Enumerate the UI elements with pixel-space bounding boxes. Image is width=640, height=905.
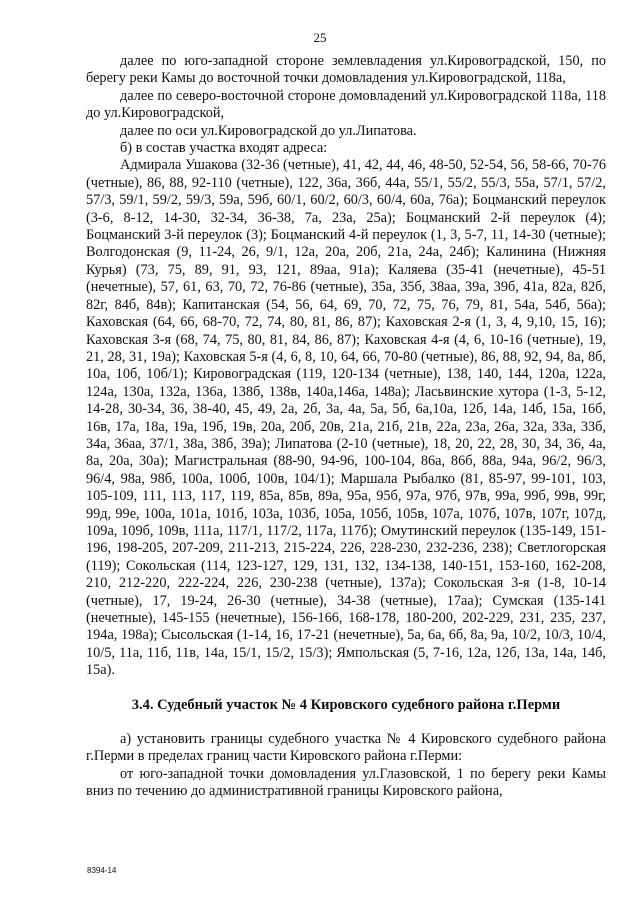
document-body: [86, 53, 606, 801]
address-list-paragraph: Адмирала Ушакова (32-36 (четные), 41, 42, 44, 46, 48-50, 52-54, 56, 58-66, 70-76 (четные), 86, 88, 92-110 (четные), 122, 36а, 36б, 44а, 55/1, 55/2, 55/3, 55а, 57/1, 57/2, 57/3, 59/1, 59/2, 59/3, 59а, 59б, 60/1, 60/2, 60/3, 60/4, 60а, 76а); Боцманский переулок (3-6, 8-12, 14-30, 32-34, 36-38, 7а, 23а, 25а); Боцманский 2-й переулок (4); Боцманский 3-й переулок (3); Боцманский 4-й переулок (1, 3, 5-7, 11, 14-30 (четные); Волгодонская (9, 11-24, 26, 9/1, 12а, 20а, 20б, 21а, 24а, 24б); Калинина (Нижняя Курья) (73, 75, 89, 91, 93, 121, 89аа, 91а); Каляева (35-41 (нечетные), 45-51 (нечетные), 57, 61, 63, 70, 72, 76-86 (четные), 35а, 35б, 38аа, 39а, 39б, 41а, 82а, 82б, 82г, 84б, 84в); Капитанская (54, 56, 64, 69, 70, 72, 75, 76, 79, 81, 54а, 54б, 56а); Каховская (64, 66, 68-70, 72, 74, 80, 81, 86, 87); Каховская 2-я (1, 3, 4, 9,10, 15, 16); Каховская 3-я (68, 74, 75, 80, 81, 84, 86, 87); Каховская 4-я (4, 6, 10-16 (четные), 19, 21, 28, 31, 19а); Каховская 5-я (4, 6, 8, 10, 64, 66, 70-80 (четные), 86, 88, 92, 94, 8а, 8б, 10а, 10б, 10б/1); Кировоградская (119, 120-134 (четные), 138, 140, 144, 120а, 122а, 124а, 130а, 132а, 136а, 138б, 138в, 140а,146а, 148а); Ласьвинские хутора (1-3, 5-12, 14-28, 30-34, 36, 38-40, 45, 49, 2а, 2б, 3а, 4а, 5а, 5б, 6а,10а, 12б, 14а, 14б, 15а, 16б, 16в, 17а, 18а, 19а, 19б, 19в, 20а, 20б, 20в, 21а, 21б, 21в, 22а, 23а, 26а, 32а, 33а, 33б, 34а, 36аа, 37/1, 38а, 38б, 39а); Липатова (2-10 (четные), 18, 20, 22, 28, 30, 34, 36, 4а, 8а, 20а, 30а); Магистральная (88-90, 94-96, 100-104, 86а, 86б, 88а, 94а, 96/2, 96/3, 96/4, 98а, 98б, 100а, 100б, 100в, 104/1); Маршала Рыбалко (81, 85-97, 99-101, 103, 105-109, 111, 113, 117, 119, 85а, 85в, 89а, 95а, 95б, 97а, 97б, 97в, 99а, 99б, 99в, 99г, 99д, 99е, 100а, 101а, 101б, 103а, 103б, 105а, 105б, 105в, 107а, 107б, 107в, 107г, 107д, 109а, 109б, 109в, 111а, 117/1, 117/2, 117а, 117б); Омутинский переулок (135-149, 151-196, 198-205, 207-209, 211-213, 215-224, 226, 228-230, 232-236, 238); Светлогорская (119); Сокольская (114, 123-127, 129, 131, 132, 134-138, 140-151, 153-160, 162-208, 210, 212-220, 222-224, 226, 230-238 (четные), 137а); Сокольская 3-я (1-8, 10-14 (четные), 17, 19-24, 26-30 (четные), 34-38 (четные), 17аа); Сумская (135-141 (нечетные), 145-155 (нечетные), 156-166, 168-178, 180-200, 202-229, 231, 235, 237, 194а, 198а); Сысольская (1-14, 16, 17-21 (нечетные), 5а, 6а, 6б, 8а, 9а, 10/2, 10/3, 10/4, 10/5, 11а, 11б, 11в, 14а, 15/1, 15/2, 15/3); Ямпольская (5, 7-16, 12а, 12б, 13а, 14а, 14б, 15а).: [86, 157, 606, 679]
footer-document-code: 8394-14: [87, 866, 117, 875]
paragraph: далее по юго-западной стороне землевладения ул.Кировоградской, 150, по берегу реки Камы до восточной точки домовладения ул.Кировоградской, 118а,: [86, 53, 606, 87]
page-number: 25: [313, 30, 327, 45]
paragraph: а) установить границы судебного участка № 4 Кировского судебного района г.Перми в пределах границ части Кировского района г.Перми:: [86, 731, 606, 765]
paragraph: от юго-западной точки домовладения ул.Глазовской, 1 по берегу реки Камы вниз по течению до административной границы Кировского района,: [86, 765, 606, 800]
paragraph: далее по оси ул.Кировоградской до ул.Липатова.: [120, 122, 417, 139]
paragraph: б) в состав участка входят адреса:: [120, 140, 328, 157]
section-heading: 3.4. Судебный участок № 4 Кировского судебного района г.Перми: [131, 696, 561, 713]
paragraph: далее по северо-восточной стороне домовладений ул.Кировоградской 118а, 118 до ул.Кировоградской,: [86, 87, 606, 122]
